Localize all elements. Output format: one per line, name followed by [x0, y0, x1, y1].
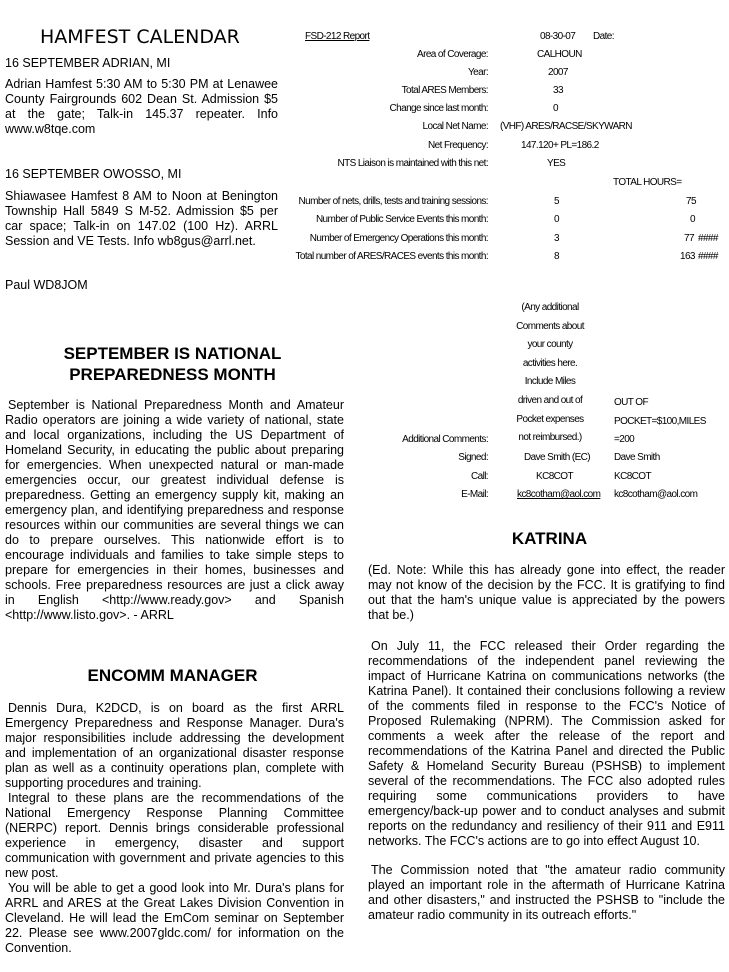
report-form-title: FSD-212 Report	[305, 31, 370, 42]
report-field-label: Change since last month:	[389, 103, 488, 114]
report-field-label: Year:	[468, 67, 488, 78]
report-field-value: 2007	[548, 67, 568, 78]
report-field-label: Net Frequency:	[428, 140, 488, 151]
report-field-label: Local Net Name:	[422, 121, 488, 132]
comment-note-line: activities here.	[522, 357, 578, 369]
hamfest-title: HAMFEST CALENDAR	[40, 26, 240, 48]
report-field-value: 33	[553, 85, 563, 96]
encomm-para1: Dennis Dura, K2DCD, is on board as the first ARRL Emergency Preparedness and Response Manager. Dura's major responsibilities include addressing the development and implementation of an organizational disaster response plan as well as a continuity operations plan, complete with supporting procedures and training.	[5, 701, 344, 790]
report-date-label: Date:	[593, 31, 614, 42]
signed-value: Dave Smith (EC)	[524, 452, 591, 463]
email-link[interactable]: kc8cotham@aol.com	[517, 489, 601, 500]
hamfest-event2-body: Shiawasee Hamfest 8 AM to Noon at Benington Township Hall 5849 S M-52. Admission $5 per car space; Talk-in on 147.02 (100 Hz). ARRL Session and VE Tests. Info wb8gus@arrl.net.	[5, 189, 278, 248]
katrina-para1: On July 11, the FCC released their Order regarding the recommendations of the independent panel reviewing the impact of Hurricane Katrina on communications networks (the Katrina Panel). It contained their conclusions following a review of the comments filed in response to the FCC's Notice of Proposed Rulemaking (NPRM). The Commission asked for comments a week after the release of the report and recommendations of the Katrina Panel and directed the Public Safety & Homeland Security Bureau (PSHSB) to implement several of the recommendations. The FCC also adopted rules requiring some communications providers to have emergency/back-up power and to conduct analyses and submit reports on the redundancy and resiliency of their 911 and E911 networks. The FCC's actions are to go into effect August 10.	[368, 639, 725, 848]
encomm-title: ENCOMM MANAGER	[87, 666, 258, 685]
additional-comments-label: Additional Comments:	[402, 434, 488, 445]
hamfest-event1-body: Adrian Hamfest 5:30 AM to 5:30 PM at Lenawee County Fairgrounds 602 Dean St. Admission $5 at the gate; Talk-in 145.37 repeater. Info www.w8tqe.com	[5, 77, 278, 136]
report-stat-label: Number of Emergency Operations this month:	[309, 233, 488, 244]
report-field-label: Area of Coverage:	[417, 49, 488, 60]
preparedness-title-line2: PREPAREDNESS MONTH	[69, 365, 276, 384]
comment-note-line: driven and out of	[517, 395, 583, 406]
signed-label: Signed:	[458, 452, 488, 463]
signed-value-2: Dave Smith	[614, 452, 660, 463]
report-field-value: 147.120+ PL=186.2	[521, 140, 599, 151]
preparedness-heading	[0, 343, 345, 385]
report-stat-hours: 0	[690, 214, 695, 225]
report-stat-hours: 75	[686, 196, 696, 207]
report-stat-label: Number of nets, drills, tests and training sessions:	[298, 196, 488, 207]
report-stat-value: 0	[554, 214, 559, 225]
comment-note-line: (Any additional	[521, 302, 579, 313]
report-field-value: 0	[553, 103, 558, 114]
call-label: Call:	[470, 471, 488, 482]
email-label: E-Mail:	[461, 489, 488, 500]
comment-note-line: Pocket expenses	[516, 413, 584, 425]
preparedness-body: September is National Preparedness Month and Amateur Radio operators are joining a wide variety of national, state and local organizations, including the US Department of Homeland Security, in educating the public about preparing for emergencies. When unexpected natural or man-made emergencies occur, our greatest individual defense is preparedness. Getting an emergency supply kit, making an emergency plan, and identifying preparedness and response resources within our communities are several things we can do to prepare ourselves. This nationwide effort is to encourage individuals and families to take simple steps to prepare for emergencies in their homes, businesses and schools. Free preparedness resources are just a click away in English <http://www.ready.gov> and Spanish <http://www.listo.gov>. - ARRL	[5, 398, 344, 622]
report-stat-overflow: ####	[698, 233, 718, 244]
preparedness-title-line1: SEPTEMBER IS NATIONAL	[63, 344, 282, 363]
report-stat-value: 3	[554, 233, 559, 244]
katrina-title: KATRINA	[511, 529, 588, 548]
total-hours-label: TOTAL HOURS=	[613, 177, 682, 188]
email-value-2: kc8cotham@aol.com	[614, 489, 698, 500]
hamfest-event2-date: 16 SEPTEMBER OWOSSO, MI	[5, 167, 182, 181]
report-stat-value: 8	[554, 251, 559, 262]
katrina-note: (Ed. Note: While this has already gone into effect, the reader may not know of the decision by the FCC. It is gratifying to find out that the ham's unique value is appreciated by the powers that be.)	[368, 563, 725, 622]
report-stat-label: Total number of ARES/RACES events this month:	[295, 251, 488, 262]
report-date-value: 08-30-07	[540, 31, 576, 42]
report-stat-value: 5	[554, 196, 559, 207]
report-field-label: NTS Liaison is maintained with this net:	[337, 158, 488, 169]
report-stat-overflow: ####	[698, 251, 718, 262]
comment-note-line: Comments about	[516, 320, 584, 332]
report-field-value: CALHOUN	[537, 49, 582, 60]
encomm-para2: Integral to these plans are the recommendations of the National Emergency Response Planning Committee (NERPC) report. Dennis brings considerable professional experience in emergency, disaster and support communication with government and private agencies to this new post.	[5, 791, 344, 880]
hamfest-event1-date: 16 SEPTEMBER ADRIAN, MI	[5, 56, 171, 70]
encomm-para3: You will be able to get a good look into Mr. Dura's plans for ARRL and ARES at the Great Lakes Division Convention in Cleveland. He will lead the EmCom seminar on September 22. Please see www.2007gldc.com/ for information on the Convention.	[5, 881, 344, 955]
report-field-value: (VHF) ARES/RACSE/SKYWARN	[500, 121, 632, 132]
comment-note-line: not reimbursed.)	[518, 432, 582, 444]
call-value-2: KC8COT	[614, 471, 651, 482]
call-value: KC8COT	[536, 471, 573, 482]
comment-note-line: Include Miles	[524, 376, 576, 388]
hamfest-signoff: Paul WD8JOM	[5, 278, 88, 292]
katrina-para2: The Commission noted that "the amateur radio community played an important role in the aftermath of Hurricane Katrina and other disasters," and instructed the PSHSB to "include the amateur radio community in its outreach efforts."	[368, 863, 725, 922]
report-field-label: Total ARES Members:	[401, 85, 488, 96]
report-stat-label: Number of Public Service Events this month:	[315, 214, 488, 225]
report-stat-hours: 77	[684, 233, 694, 244]
comment-extra-line: =200	[614, 434, 635, 445]
report-field-value: YES	[547, 158, 566, 169]
comment-note-line: your county	[527, 339, 573, 351]
comment-extra-line: POCKET=$100,MILES	[614, 415, 706, 427]
report-stat-hours: 163	[680, 251, 695, 262]
comment-extra-line: OUT OF	[614, 397, 648, 408]
